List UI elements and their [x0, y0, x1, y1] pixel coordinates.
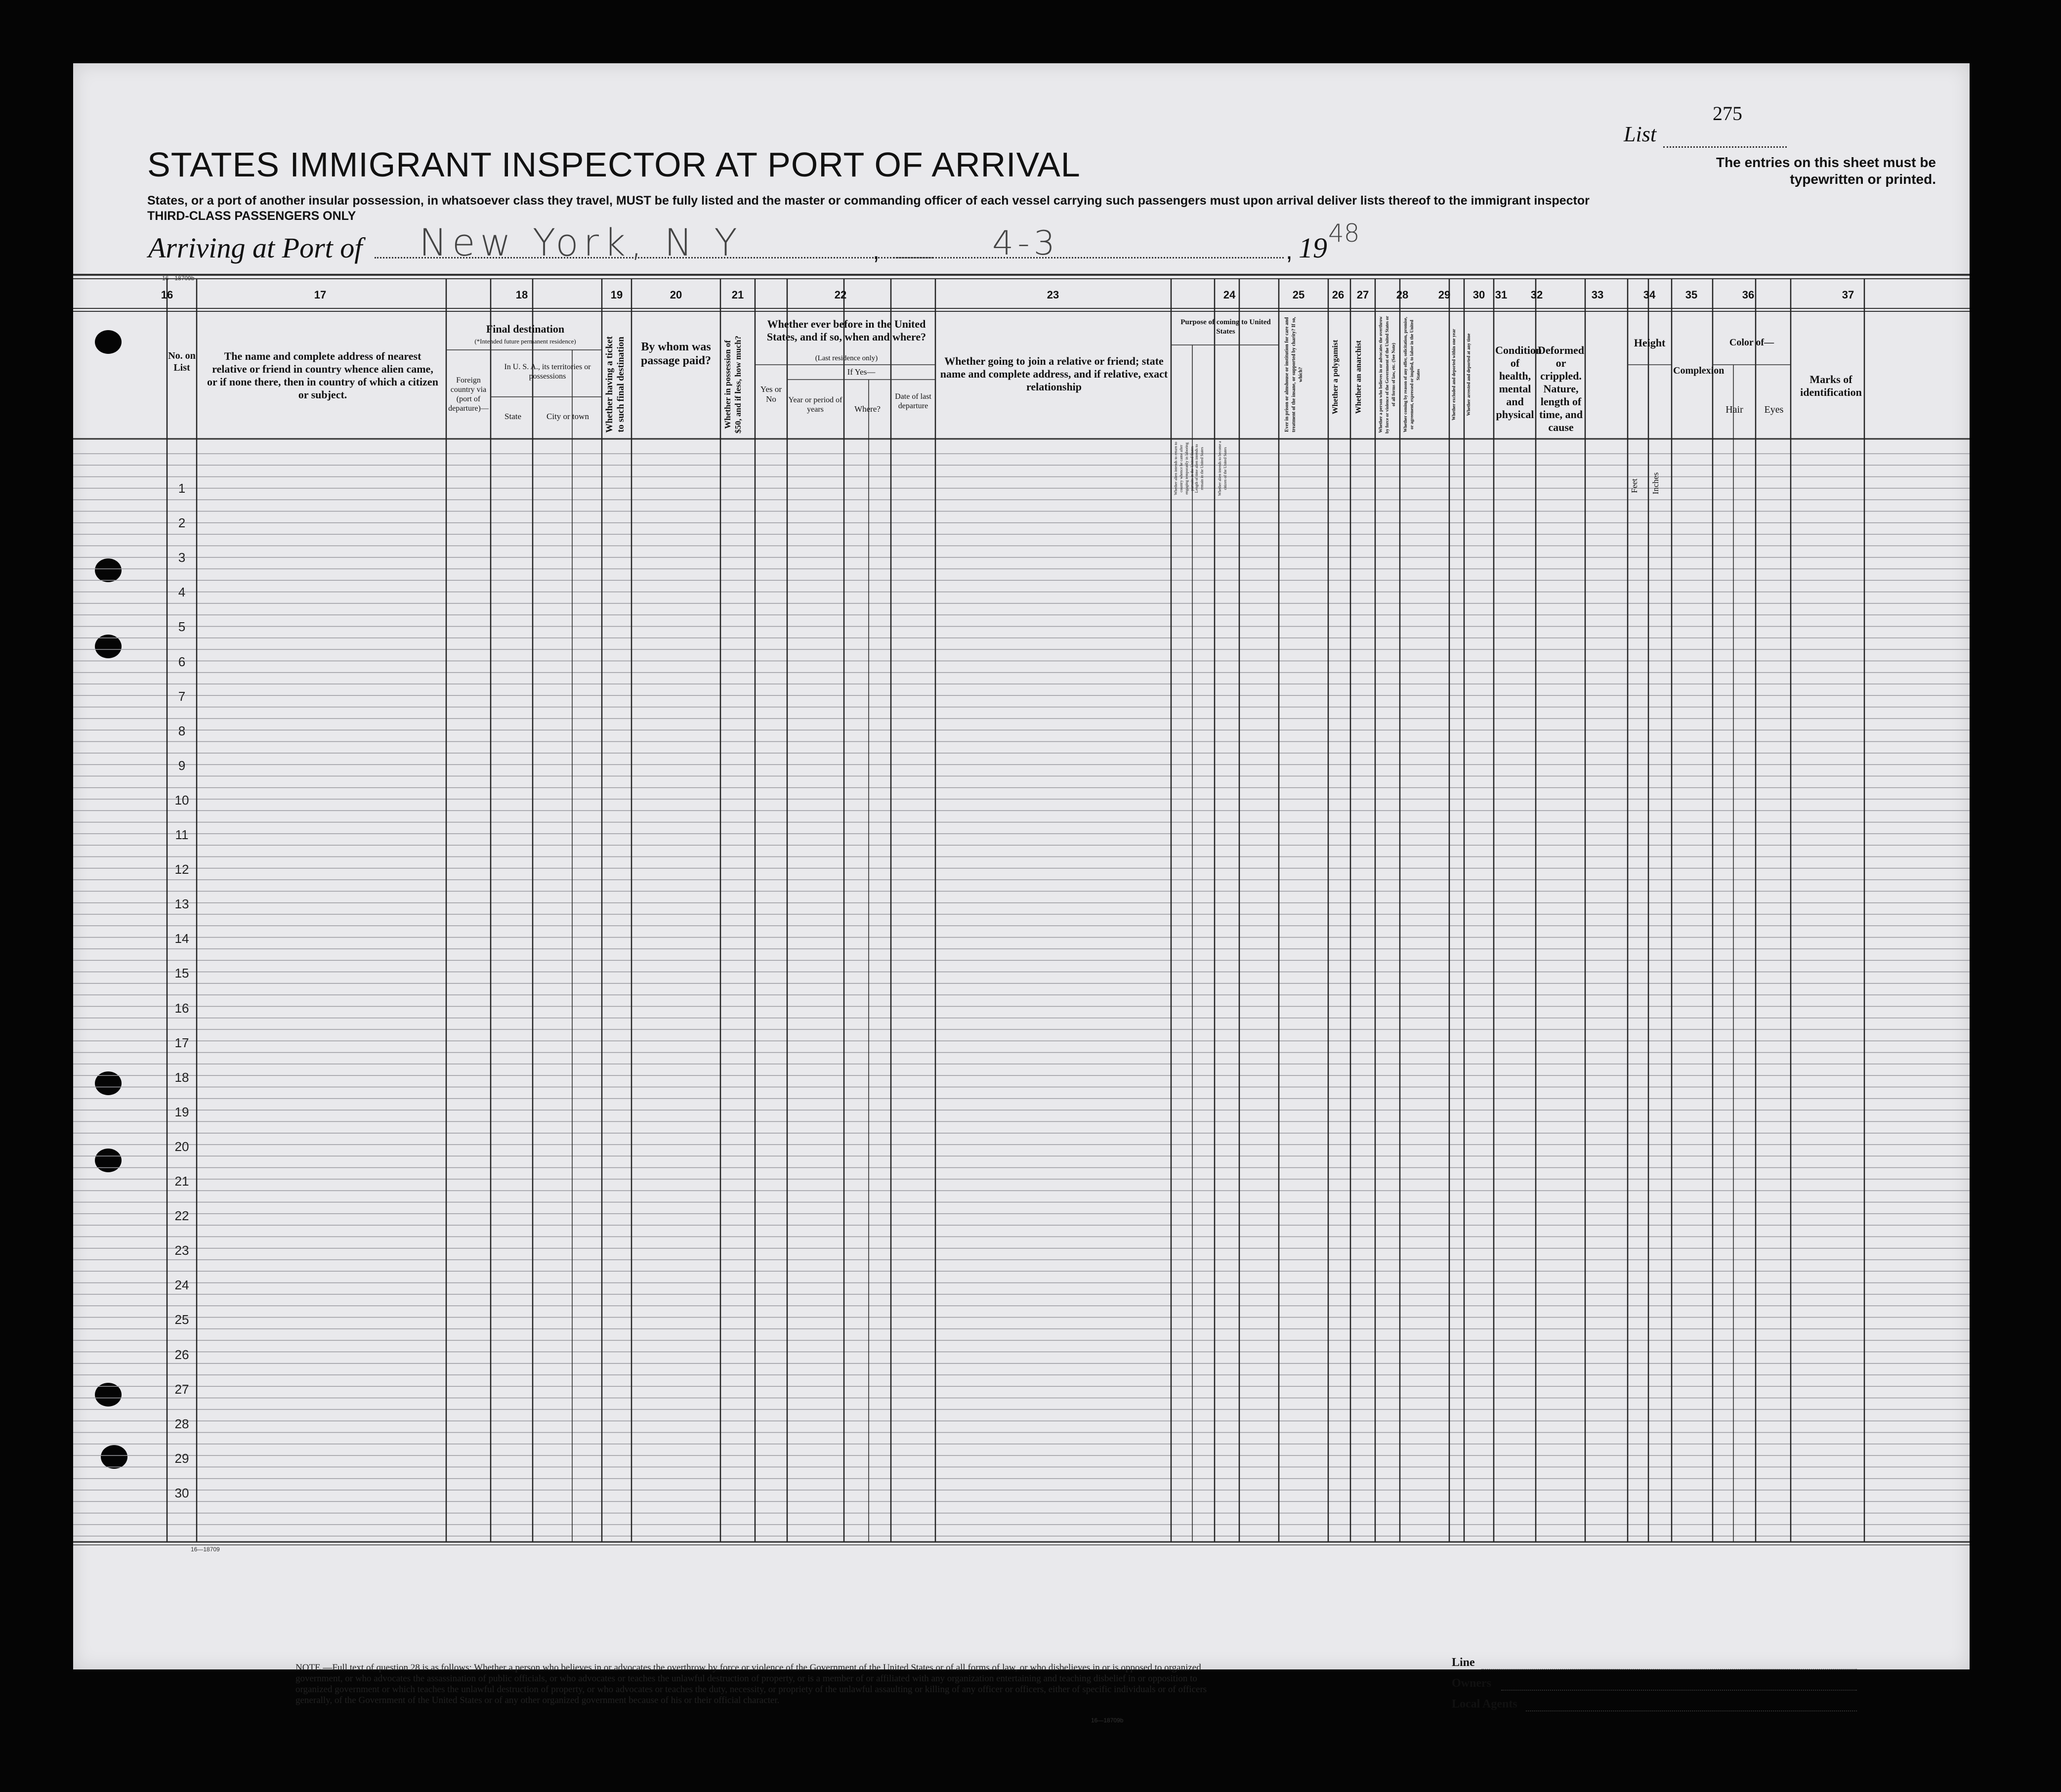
- column-number-23: 23: [1047, 289, 1059, 301]
- page-title: STATES IMMIGRANT INSPECTOR AT PORT OF ARRIVAL: [147, 145, 1081, 184]
- column-header-25: Ever in prison or almshouse or institution for care and treatment of the insane, or supported by charity? If so, which?: [1284, 317, 1304, 432]
- inches-label: Inches: [1651, 472, 1660, 495]
- row-number: 29: [174, 1451, 189, 1466]
- column-number-17: 17: [314, 289, 327, 301]
- last-residence-note: (Last residence only): [815, 354, 878, 362]
- column-number-34: 34: [1643, 289, 1656, 301]
- list-label: List: [1624, 122, 1657, 146]
- column-header-34: Height: [1634, 337, 1666, 349]
- city-label: City or town: [547, 412, 589, 421]
- column-header-29: Whether coming by reason of any offer, solicitation, promise, or agreement, expressed or implied, to labor in the United States: [1403, 317, 1421, 432]
- entries-note: The entries on this sheet must be typewritten or printed.: [1716, 155, 1936, 187]
- row-number: 13: [174, 896, 189, 912]
- comma-1: ,: [873, 237, 880, 264]
- where-label: Where?: [854, 404, 881, 414]
- foreign-country-label: Foreign country via (port of departure)—: [448, 376, 489, 413]
- if-yes-label: If Yes—: [847, 367, 876, 377]
- column-header-35: Complexion: [1673, 365, 1725, 376]
- row-number: 26: [174, 1347, 189, 1362]
- port-handwritten: New York, N Y: [419, 220, 742, 264]
- footnote: NOTE.—Full text of question 28 is as follows: Whether a person who believes in or advocates the overthrow by force or violence of the Government of the United States or of all forms of law, or who disbelieves in or is opposed to organized government, or who advocates the assassination of public officials, or who advocates or teaches the unlawful destruction of property, or is a member of or affiliated with any organization entertaining and teaching disbelief in or opposition to organized government or which teaches the unlawful destruction of property, or who advocates or teaches the duty, necessity, or propriety of the unlawful assaulting or killing of any officer or officers, either of specific individuals or of officers generally, of the Government of the United States or of any other organized government because of his or their official character.: [295, 1663, 1207, 1706]
- row-number: 21: [174, 1174, 189, 1189]
- column-header-31: Whether arrested and deported at any time: [1466, 333, 1471, 416]
- column-number-31: 31: [1495, 289, 1508, 301]
- intro-line: States, or a port of another insular possession, in whatsoever class they travel, MUST be fully listed and the master or commanding officer of each vessel carrying such passengers must upon arrival deliver lists thereof to the immigrant inspector: [147, 194, 1590, 208]
- column-header-24: Purpose of coming to United States: [1180, 318, 1271, 336]
- row-number: 11: [175, 827, 189, 842]
- row-number: 12: [174, 862, 189, 877]
- owners-field[interactable]: [1501, 1690, 1857, 1691]
- column-number-26: 26: [1332, 289, 1345, 301]
- row-number: 6: [178, 654, 186, 669]
- column-number-22: 22: [834, 289, 847, 301]
- hair-label: Hair: [1725, 404, 1743, 415]
- return-intent-label: Whether alien intends to return to country whence he came after engaging temporarily in laboring pursuits in the United States: [1174, 442, 1194, 495]
- column-header-27: Whether an anarchist: [1354, 340, 1363, 414]
- row-number: 2: [178, 515, 186, 531]
- owners-label: Owners: [1452, 1677, 1491, 1690]
- column-number-16: 16: [161, 289, 173, 301]
- line-field[interactable]: [1481, 1669, 1857, 1670]
- year-handwritten: 48: [1328, 219, 1360, 248]
- final-destination-note: (*Intended future permanent residence): [474, 338, 576, 345]
- row-number: 19: [174, 1104, 189, 1119]
- column-header-17: The name and complete address of nearest relative or friend in country whence alien came, or if none there, then in country of which a citizen or subject.: [207, 350, 438, 401]
- row-number: 16: [174, 1000, 189, 1016]
- column-number-28: 28: [1396, 289, 1409, 301]
- column-number-37: 37: [1842, 289, 1854, 301]
- column-header-37: Marks of identification: [1800, 373, 1862, 398]
- row-number: 17: [174, 1035, 189, 1050]
- class-line: THIRD-CLASS PASSENGERS ONLY: [147, 209, 356, 223]
- date-departure-label: Date of last departure: [895, 392, 931, 410]
- line-label: Line: [1452, 1656, 1475, 1669]
- row-number: 18: [174, 1069, 189, 1085]
- column-number-20: 20: [670, 289, 682, 301]
- row-number: 7: [178, 688, 186, 704]
- agents-field[interactable]: [1526, 1710, 1857, 1711]
- column-header-26: Whether a polygamist: [1331, 340, 1340, 415]
- comma-2: ,: [1286, 237, 1293, 264]
- eyes-label: Eyes: [1764, 404, 1784, 415]
- row-number: 8: [178, 723, 186, 738]
- year-printed: 19: [1299, 232, 1327, 264]
- row-number: 23: [174, 1243, 189, 1258]
- row-number: 14: [174, 931, 189, 946]
- manifest-sheet: [73, 63, 1970, 1724]
- citizen-intent-label: Whether alien intends to become a citizen of the United States: [1218, 441, 1227, 496]
- row-number: 5: [178, 619, 186, 635]
- row-number: 20: [174, 1139, 189, 1154]
- column-header-23: Whether going to join a relative or friend; state name and complete address, and if relative, exact relationship: [940, 355, 1168, 393]
- column-header-36: Color of—: [1729, 337, 1774, 348]
- row-number: 15: [174, 966, 189, 981]
- column-header-21: Whether in possession of $50, and if less, how much?: [723, 336, 743, 433]
- row-number: 30: [174, 1485, 189, 1500]
- row-number: 24: [174, 1278, 189, 1293]
- row-number: 9: [178, 758, 186, 773]
- column-header-28: Whether a person who believes in or advocates the overthrow by force or violence of the Government of the United States or of all forms of law, etc. (See Note): [1378, 316, 1396, 433]
- column-header-20: By whom was passage paid?: [640, 341, 712, 367]
- agents-label: Local Agents: [1452, 1698, 1517, 1710]
- column-number-30: 30: [1472, 289, 1485, 301]
- column-number-19: 19: [610, 289, 623, 301]
- row-number: 4: [178, 585, 186, 600]
- form-code-top: 16—18709b: [162, 275, 195, 282]
- column-number-33: 33: [1591, 289, 1604, 301]
- row-number: 28: [174, 1416, 189, 1431]
- yes-no-label: Yes or No: [760, 384, 782, 404]
- column-header-22: Whether ever before in the United States, and if so, when and where?: [766, 318, 926, 343]
- form-code-bottom: 16—18709: [191, 1546, 220, 1553]
- column-number-32: 32: [1530, 289, 1543, 301]
- column-number-35: 35: [1685, 289, 1698, 301]
- column-number-24: 24: [1223, 289, 1236, 301]
- column-number-25: 25: [1292, 289, 1305, 301]
- column-header-33: Deformed or crippled. Nature, length of time, and cause: [1537, 344, 1585, 433]
- feet-label: Feet: [1630, 478, 1639, 493]
- list-number: 275: [1713, 102, 1742, 125]
- column-number-27: 27: [1356, 289, 1369, 301]
- date-handwritten: 4-3: [992, 224, 1059, 263]
- row-number: 10: [174, 792, 189, 808]
- manifest-table: [73, 63, 1970, 1669]
- column-header-16: No. on List: [168, 350, 196, 373]
- form-code-footer: 16—18709b: [1091, 1717, 1124, 1724]
- state-label: State: [505, 412, 521, 421]
- row-number: 25: [174, 1312, 189, 1327]
- column-number-29: 29: [1438, 289, 1451, 301]
- row-number: 27: [174, 1381, 189, 1397]
- column-number-36: 36: [1742, 289, 1755, 301]
- row-number: 22: [174, 1208, 189, 1224]
- column-header-19: Whether having a ticket to such final destination: [604, 336, 626, 433]
- column-header-18: Final destination: [486, 323, 565, 335]
- row-number: 1: [178, 481, 186, 496]
- length-stay-label: Length of time alien intends to remain in the United States: [1194, 444, 1204, 493]
- row-number: 3: [178, 550, 186, 565]
- column-header-30: Whether excluded and deported within one year: [1451, 329, 1456, 421]
- usa-label: In U. S. A., its territories or possessions: [504, 363, 591, 381]
- arriving-label: Arriving at Port of: [148, 232, 363, 264]
- column-number-21: 21: [731, 289, 744, 301]
- column-number-18: 18: [515, 289, 528, 301]
- column-header-32: Condition of health, mental and physical: [1495, 344, 1542, 421]
- signature-block: [1452, 1652, 1857, 1714]
- year-period-label: Year or period of years: [788, 396, 842, 414]
